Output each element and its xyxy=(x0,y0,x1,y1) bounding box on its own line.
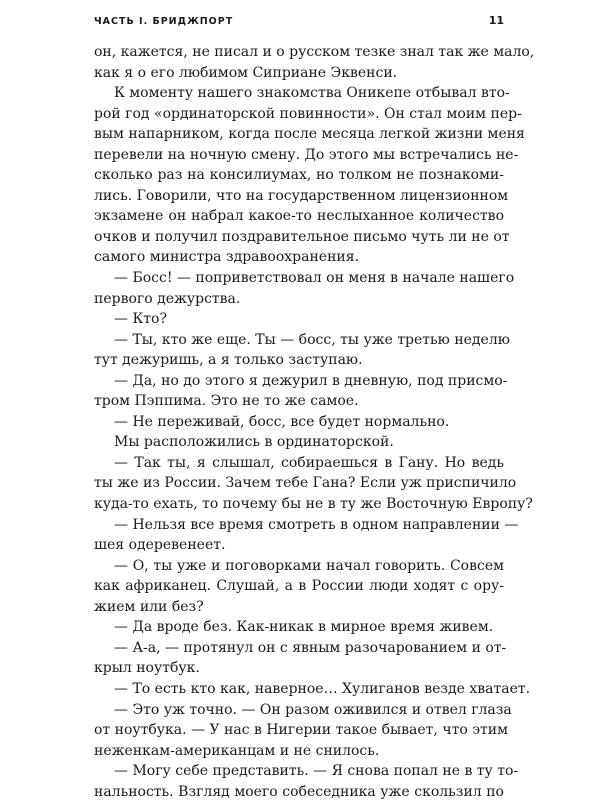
paragraph xyxy=(94,309,504,330)
text-line: — Ты, кто же еще. Ты — босс, ты уже третью неделю xyxy=(114,331,510,348)
paragraph xyxy=(94,412,504,433)
text-line: — Не переживай, босс, все будет нормально. xyxy=(114,413,450,430)
chapter-header: ЧАСТЬ I. БРИДЖПОРТ xyxy=(94,16,234,27)
text-line: Мы расположились в ординаторской. xyxy=(114,434,394,451)
text-line: жием или без? xyxy=(94,598,204,615)
text-line: тут дежуришь, а я только заступаю. xyxy=(94,352,363,369)
body-text xyxy=(94,42,535,802)
text-line: — Босс! — поприветствовал он меня в начале нашего xyxy=(114,270,515,287)
text-line: куда-то ехать, то почему бы не в ту же Восточную Европу? xyxy=(94,496,533,513)
text-line: крыл ноутбук. xyxy=(94,660,200,677)
text-line: — Кто? xyxy=(114,311,167,328)
text-line: — Так ты, я слышал, собираешься в Гану. Но ведь xyxy=(114,454,504,471)
text-line: рой год «ординаторской повинности». Он стал моим пер- xyxy=(94,105,522,122)
text-line: тром Пэппима. Это не то же самое. xyxy=(94,393,359,410)
paragraph xyxy=(94,453,533,515)
text-line: он, кажется, не писал и о русском тезке знал так же мало, xyxy=(94,44,535,60)
text-line: ты же из России. Зачем тебе Гана? Если уж приспичило xyxy=(94,475,517,492)
text-line: перевели на ночную смену. До этого мы встречались не- xyxy=(94,146,519,163)
paragraph xyxy=(94,761,519,802)
text-line: — Да, но до этого я дежурил в дневную, под присмо- xyxy=(114,372,508,389)
paragraph xyxy=(94,638,507,679)
paragraph xyxy=(94,700,512,762)
text-line: — А-а, — протянул он с явным разочарованием и от- xyxy=(114,639,507,656)
paragraph xyxy=(94,268,515,309)
paragraph xyxy=(94,330,510,371)
text-line: как африканец. Слушай, а в России люди ходят с ору- xyxy=(94,578,504,595)
text-line: экзамене он набрал какое-то неслыханное количество xyxy=(94,208,504,225)
paragraph xyxy=(94,371,508,412)
running-header xyxy=(94,14,504,27)
text-line: нальность. Взгляд моего собеседника уже скользил по xyxy=(94,783,504,800)
text-line: сколько раз на консилиумах, но толком не познакоми- xyxy=(94,167,504,184)
text-line: лись. Говорили, что на государственном лицензионном xyxy=(94,187,509,204)
text-line: — Могу себе представить. — Я снова попал не в ту то- xyxy=(114,763,519,780)
paragraph xyxy=(94,679,531,700)
text-line: — Нельзя все время смотреть в одном направлении — xyxy=(114,516,519,533)
text-line: — Это уж точно. — Он разом оживился и отвел глаза xyxy=(114,701,512,718)
paragraph xyxy=(94,556,504,618)
paragraph xyxy=(94,515,519,556)
text-line: К моменту нашего знакомства Оникепе отбывал вто- xyxy=(114,85,510,102)
text-line: — То есть кто как, наверное… Хулиганов везде хватает. xyxy=(114,680,531,697)
text-line: самого министра здравоохранения. xyxy=(94,249,360,266)
text-line: — Да вроде без. Как-никак в мирное время живем. xyxy=(114,619,494,636)
text-line: — О, ты уже и поговорками начал говорить. Совсем xyxy=(114,557,504,574)
text-line: от ноутбука. — У нас в Нигерии такое бывает, что этим xyxy=(94,722,509,739)
paragraph xyxy=(94,617,504,638)
paragraph xyxy=(94,42,535,83)
page-number: 11 xyxy=(488,14,504,27)
text-line: неженкам-американцам и не снилось. xyxy=(94,742,380,759)
text-line: первого дежурства. xyxy=(94,290,241,307)
text-line: как я о его любимом Сиприане Эквенси. xyxy=(94,64,398,81)
text-line: очков и получил поздравительное письмо чуть ли не от xyxy=(94,228,510,245)
text-line: шея одеревенеет. xyxy=(94,537,226,554)
text-line: вым напарником, когда после месяца легкой жизни меня xyxy=(94,126,525,143)
paragraph xyxy=(94,83,525,268)
paragraph xyxy=(94,432,504,453)
